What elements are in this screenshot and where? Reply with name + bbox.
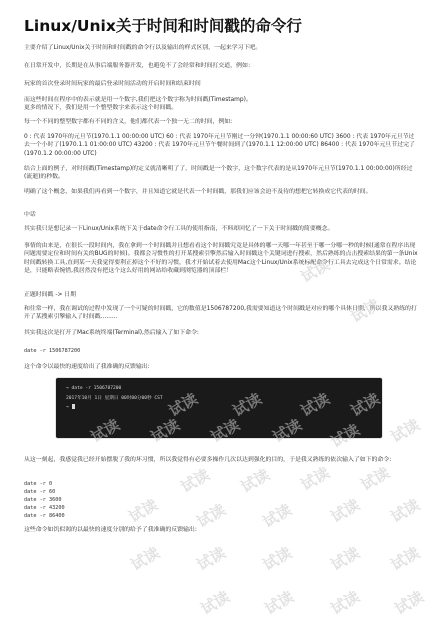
watermark: 试读: [387, 495, 423, 527]
watermark: 试读: [327, 495, 363, 527]
watermark: 试读: [297, 389, 333, 421]
code-line: date -r 43200: [24, 505, 65, 511]
watermark: 试读: [297, 255, 333, 287]
watermark: 试读: [387, 543, 423, 575]
page-title: Linux/Unix关于时间和时间戳的命令行: [24, 17, 302, 35]
paragraph: 每一个不同的整型数字都有不同的含义，他们都代表一个独一无二的时间，例如:: [24, 119, 233, 125]
intro-paragraph: 主要介绍了Linux/Unix关于时间和时间戳的命令行以及输出的样式区别，一起来学习下吧。: [24, 45, 262, 51]
terminal-cursor: [72, 404, 75, 409]
watermark: 试读: [229, 389, 265, 421]
code-line: date -r 86400: [24, 513, 65, 519]
watermark: 试读: [297, 463, 333, 495]
section-heading: 中话: [24, 212, 36, 218]
paragraph: 事情的由来是，在很长一段时间内，我在拿到一个时间戳并且想看看这个时间戳究竟是具体的哪一天哪一年甚至于哪一分哪一秒的时候(通常在程序出现问题需要定位和时间有关的BUG的时候)。我都会习惯性的打开某搜索引擎然后输入时间戳这个关键词进行搜索，然后熟练的点击搜索结果的第一条Unix时间戳转换工具,直到某一天我觉得要利正掉这个不好的习惯，我才开始试着去使用Mac这个Linux/Unix系统标配命令行工具去完成这个日常需求。结论是，只能略表惋惜,我居然没有把这个这么好用的网站给收藏到浏览器的顶部栏！: [24, 243, 418, 275]
paragraph: 在日常开发中，长期是在从事后端服务器开发，也避免不了会经常和时间打交道，例如：: [24, 63, 254, 69]
watermark: 试读: [269, 415, 305, 447]
watermark: 试读: [259, 500, 295, 532]
watermark: 试读: [147, 415, 183, 447]
watermark: 试读: [347, 295, 383, 327]
watermark: 试读: [165, 389, 201, 421]
paragraph: 这些命令如饥似渴的以最快的速度分别的给予了我准确的反馈输出:: [24, 527, 197, 533]
paragraph: 从这一刻起，我感觉我已经开始摆脱了我的坏习惯，所以我觉得有必要多操作几次以达到强化的目的，于是我又熟练的依次输入了如下的命令:: [24, 457, 392, 463]
watermark: 试读: [391, 587, 427, 619]
terminal-prompt-symbol: →: [66, 405, 69, 410]
paragraph: 明确了这个概念，如果我们再看到一个数字，并且知道它就是代表一个时间戳，那我们应该会迫不及待的想把它转换成它代表的时间。: [24, 189, 372, 195]
terminal-command: → date -r 1506787200: [66, 386, 122, 391]
section-heading: 正题时间戳 -> 日期: [24, 292, 77, 298]
paragraph: 玩家的首次登录时间玩家的最后登录时间活动的开启时间和结束时间: [24, 81, 201, 87]
watermark: 试读: [127, 543, 163, 575]
code-line: date -r 60: [24, 489, 56, 495]
watermark: 试读: [197, 587, 233, 619]
watermark: 试读: [387, 415, 423, 447]
terminal-screenshot: [56, 378, 382, 438]
watermark: 试读: [177, 465, 213, 497]
watermark: 试读: [357, 463, 393, 495]
code-line: date -r 1506787200: [24, 348, 81, 354]
code-line: date -r 3600: [24, 497, 62, 503]
watermark: 试读: [327, 543, 363, 575]
code-line: date -r 0: [24, 481, 53, 487]
terminal-output: 2017年10月 1日 星期日 00时00分00秒 CST: [66, 396, 163, 401]
paragraph: 其实我只是想记录一下Linux/Unix系统下关于date命令行工具的使用指南，不料却回忆了一下关于时间戳的简要概念。: [24, 226, 334, 232]
watermark: 试读: [327, 587, 363, 619]
paragraph: 这个命令以最快的速度给出了我准确的反馈输出:: [24, 364, 150, 370]
watermark: 试读: [237, 465, 273, 497]
watermark: 试读: [207, 415, 243, 447]
paragraph: 而这些时间在程序中的表示就是用一个数字,我们把这个数字称为时间戳(Timestamp)。 更多的情况下，我们是用一个整型数字来表示这个时间戳。: [24, 97, 252, 112]
watermark: 试读: [193, 500, 229, 532]
watermark: 试读: [327, 420, 363, 452]
watermark: 试读: [193, 543, 229, 575]
paragraph: 结合上面的例子，对时间戳(Timestamp)的定义就清晰明了了，时间戳是一个数字，这个数字代表的是从1970年元旦节(1970.1.1 00:00:00)所经过(流逝)的秒数。: [24, 166, 413, 181]
paragraph: 和往常一样，我在调试的过程中发现了一个可疑的时间戳，它的数值是1506787200,我需要知道这个时间戳是对应的哪个具体日期，所以我又熟练的打开了某搜索引擎输入了时间戳.........: [24, 306, 417, 321]
watermark: 试读: [347, 389, 383, 421]
watermark: 试读: [259, 543, 295, 575]
paragraph: 其实我这次是打开了Mac系统终端(Terminal),然后输入了如下命令:: [24, 330, 199, 336]
watermark: 试读: [87, 415, 123, 447]
watermark: 试读: [261, 587, 297, 619]
terminal-prompt: [66, 404, 75, 410]
timestamp-examples: 0 : 代表 1970年的元旦节(1970.1.1 00:00:00 UTC) 60 : 代表 1970年元旦节刚过一分钟(1970.1.1 00:00:60 UTC) 3600 : 代表 1970年元旦节过去一个小时了(1970.1.1 01:00:00 UTC) 43200 : 代表 1970年元旦节午餐时间到了(1970.1.1 12:00:00 UTC) 86400 : 代表 1970年元旦节过完了(1970.1.2 00:00:00 UTC): [24, 134, 415, 157]
watermark: 试读: [125, 495, 161, 527]
